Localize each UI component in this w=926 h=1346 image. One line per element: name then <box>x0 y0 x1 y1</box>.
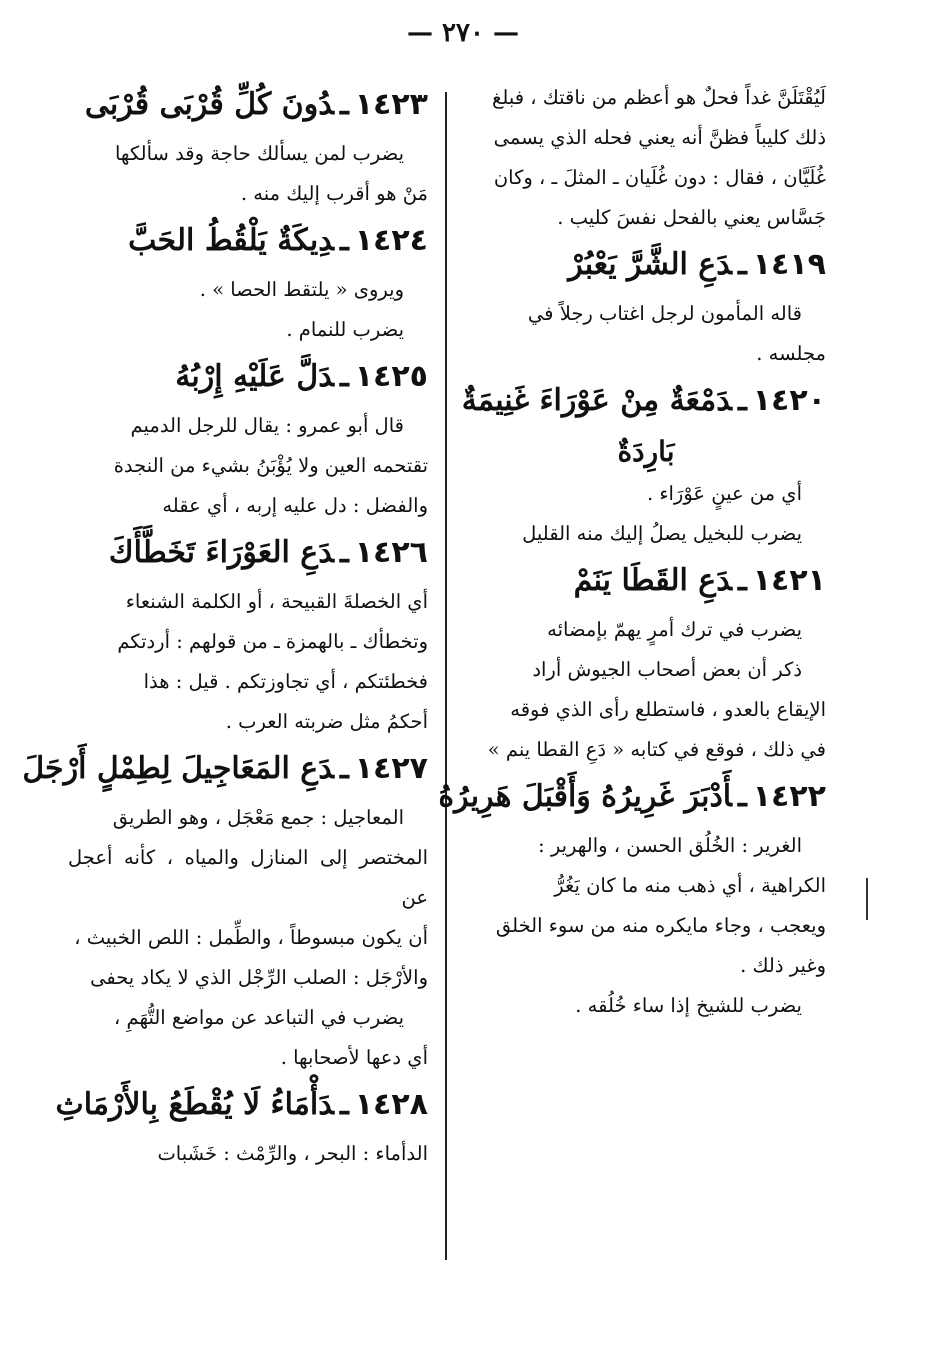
proverb-entry <box>466 556 826 770</box>
proverb-entry <box>461 376 826 554</box>
proverb-number: ١٤٢٣ <box>354 87 428 122</box>
entry-line: الدأماء : البحر ، والرِّمْث : خَشَبات <box>157 1142 428 1165</box>
intro-line: ذلك كليباً فظنَّ أنه يعني فحله الذي يسمى <box>493 126 826 149</box>
proverb-entry <box>22 744 428 1078</box>
entry-line: ويعجب ، وجاء مايكره منه من سوء الخلق <box>495 914 826 937</box>
intro-line: غُلَيَّان ، فقال : دون غُلَيان ـ المثلَ ـ ، وكان <box>493 166 826 189</box>
proverb-number: ١٤٢٠ <box>752 383 826 418</box>
proverb-entry <box>68 80 428 214</box>
proverb-entry <box>68 216 428 350</box>
proverb-entry <box>68 352 428 526</box>
right-column <box>438 78 826 1026</box>
entry-line: المختصر إلى المنازل والمياه ، كأنه أعجل عن <box>68 846 428 909</box>
entry-line: المعاجيل : جمع مَعْجَل ، وهو الطريق <box>112 806 404 829</box>
proverb-heading: ١٤٢٣ـدُونَ كُلِّ قُرْبَى قُرْبَى <box>84 87 428 122</box>
entry-line: أحكمُ مثل ضربته العرب . <box>225 710 428 733</box>
entry-line: يضرب للنمام . <box>286 318 404 341</box>
proverb-heading: ١٤٢٨ـدَأْمَاءُ لَا يُقْطَعُ بِالأَرْمَاثِ <box>55 1087 428 1122</box>
proverb-title: دِيكَةٌ يَلْقُطُ الحَبَّ <box>128 223 334 258</box>
entry-line: ذكر أن بعض أصحاب الجيوش أراد <box>532 658 802 681</box>
entry-line: يضرب لمن يسألك حاجة وقد سألكها <box>114 142 404 165</box>
page-number: — ٢٧٠ — <box>406 18 520 48</box>
proverb-heading: ١٤٢٤ـدِيكَةٌ يَلْقُطُ الحَبَّ <box>128 223 428 258</box>
entry-line: يضرب للشيخ إذا ساء خُلُقه . <box>575 994 802 1017</box>
entry-line: قال أبو عمرو : يقال للرجل الدميم <box>130 414 404 437</box>
column-divider <box>445 92 447 1260</box>
entry-line: أي من عينٍ عَوْرَاء . <box>646 482 802 505</box>
proverb-heading: ١٤٢٥ـدَلَّ عَلَيْهِ إِرْبُهُ <box>175 359 428 394</box>
proverb-title: دَعِ القَطَا يَنَمْ <box>573 563 732 598</box>
entry-line: الغرير : الخُلُق الحسن ، والهرير : <box>538 834 802 857</box>
entry-line: يضرب للبخيل يصلُ إليك منه القليل <box>522 522 802 545</box>
entry-line: أي الخصلةَ القبيحة ، أو الكلمة الشنعاء <box>125 590 428 613</box>
proverb-number: ١٤٢٢ <box>752 779 826 814</box>
proverb-entry <box>466 240 826 374</box>
entry-line: ويروى « يلتقط الحصا » . <box>199 278 404 301</box>
entry-line: يضرب في ترك أمرٍ يهمّ بإمضائه <box>547 618 802 641</box>
proverb-number: ١٤٢١ <box>752 563 826 598</box>
proverb-entry <box>438 772 826 1026</box>
proverb-heading: ١٤١٩ـدَعِ الشَّرَّ يَعْبُرْ <box>568 247 826 282</box>
entry-line: وتخطأك ـ بالهمزة ـ من قولهم : أردتكم <box>117 630 428 653</box>
entry-line: في ذلك ، فوقع في كتابه « دَعِ القطا ينم » <box>487 738 826 761</box>
entry-line: قاله المأمون لرجل اغتاب رجلاً في <box>527 302 802 325</box>
proverb-title-continuation: بَارِدَةٌ <box>617 435 675 468</box>
intro-line: جَسَّاس يعني بالفحل نفسَ كليب . <box>557 206 826 229</box>
entry-line: مَنْ هو أقرب إليك منه . <box>240 182 428 205</box>
proverb-title: دَعِ العَوْرَاءَ تَخَطَّأَكَ <box>108 535 334 570</box>
proverb-title: دَعِ الشَّرَّ يَعْبُرْ <box>568 247 732 282</box>
proverb-number: ١٤٢٤ <box>354 223 428 258</box>
entry-line: الإيقاع بالعدو ، فاستطلع رأى الذي فوقه <box>510 698 826 721</box>
entry-line: وغير ذلك . <box>740 954 826 977</box>
entry-line: أن يكون مبسوطاً ، والطِّمل : اللص الخبيث ، <box>74 926 428 949</box>
proverb-heading: ١٤٢٠ـدَمْعَةٌ مِنْ عَوْرَاءَ غَنِيمَةٌ <box>461 383 826 418</box>
proverb-title: دَعِ المَعَاجِيلَ لِطِمْلٍ أَرْجَلَ <box>22 751 334 786</box>
entry-line: والفضل : دل عليه إربه ، أي عقله <box>162 494 428 517</box>
entry-line: يضرب في التباعد عن مواضع التُّهَمِ ، <box>113 1006 404 1029</box>
proverb-entry <box>55 1080 428 1174</box>
proverb-title: دَلَّ عَلَيْهِ إِرْبُهُ <box>175 359 334 394</box>
entry-line: أي دعها لأصحابها . <box>280 1046 428 1069</box>
proverb-title: دُونَ كُلِّ قُرْبَى قُرْبَى <box>84 87 334 122</box>
proverb-number: ١٤٢٨ <box>354 1087 428 1122</box>
proverb-number: ١٤٢٥ <box>354 359 428 394</box>
proverb-number: ١٤٢٦ <box>354 535 428 570</box>
margin-mark <box>866 878 868 920</box>
proverb-heading: ١٤٢١ـدَعِ القَطَا يَنَمْ <box>573 563 826 598</box>
intro-line: لَيُقْتَلَنَّ غداً فحلٌ هو أعظم من ناقتك ، فبلغ <box>491 86 826 109</box>
entry-line: الكراهية ، أي ذهب منه ما كان يَغُرُّ <box>554 874 826 897</box>
proverb-title: أَدْبَرَ غَرِيرُهُ وَأَقْبَلَ هَرِيرُهُ <box>438 779 732 814</box>
proverb-title: دَأْمَاءُ لَا يُقْطَعُ بِالأَرْمَاثِ <box>55 1087 334 1122</box>
proverb-entry <box>68 528 428 742</box>
proverb-number: ١٤١٩ <box>752 247 826 282</box>
entry-line: والأرْجَل : الصلب الرِّجْل الذي لا يكاد يحفى <box>90 966 428 989</box>
proverb-heading: ١٤٢٢ـأَدْبَرَ غَرِيرُهُ وَأَقْبَلَ هَرِيرُهُ <box>438 779 826 814</box>
left-column <box>22 78 428 1174</box>
proverb-title: دَمْعَةٌ مِنْ عَوْرَاءَ غَنِيمَةٌ <box>461 383 732 418</box>
entry-line: تقتحمه العين ولا يُؤْبَنُ بشيء من النجدة <box>113 454 428 477</box>
entry-line: فخطئتكم ، أي تجاوزتكم . قيل : هذا <box>143 670 428 693</box>
proverb-number: ١٤٢٧ <box>354 751 428 786</box>
proverb-heading: ١٤٢٦ـدَعِ العَوْرَاءَ تَخَطَّأَكَ <box>108 535 428 570</box>
proverb-heading: ١٤٢٧ـدَعِ المَعَاجِيلَ لِطِمْلٍ أَرْجَلَ <box>22 751 428 786</box>
entry-line: مجلسه . <box>756 342 826 365</box>
